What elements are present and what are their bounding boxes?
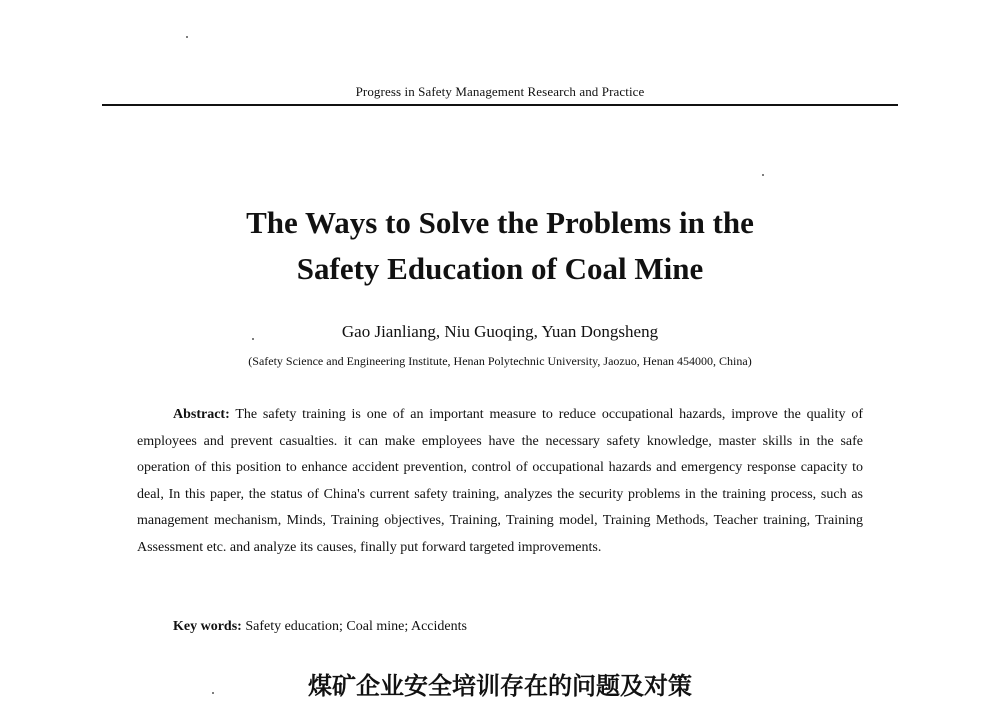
scan-speck (252, 338, 254, 340)
authors: Gao Jianliang, Niu Guoqing, Yuan Dongsheng (341, 322, 659, 341)
affiliation: (Safety Science and Engineering Institute, Henan Polytechnic University, Jaozuo, Henan 454000, China) (248, 354, 752, 368)
scan-speck (762, 174, 764, 176)
abstract-label: Abstract: (173, 407, 230, 422)
paper-title-line-2: Safety Education of Coal Mine (296, 251, 704, 286)
abstract (137, 402, 863, 561)
paper-title-line-1: The Ways to Solve the Problems in the (246, 205, 754, 240)
keywords-text: Safety education; Coal mine; Accidents (245, 619, 467, 634)
header-rule (102, 104, 898, 106)
keywords-label: Key words: (173, 619, 242, 634)
keywords (173, 614, 467, 640)
chinese-title: 煤矿企业安全培训存在的问题及对策 (308, 672, 692, 700)
paper-title (0, 200, 1000, 292)
scan-speck (186, 36, 188, 38)
scan-speck (212, 692, 214, 694)
journal-header: Progress in Safety Management Research and Practice (355, 84, 645, 99)
abstract-text: The safety training is one of an important measure to reduce occupational hazards, improve the quality of employees and prevent casualties. it can make employees have the necessary safety knowledge, master skills in the safe operation of this position to enhance accident prevention, control of occupational hazards and emergency response capacity to deal, In this paper, the status of China's current safety training, analyzes the security problems in the training process, such as management mechanism, Minds, Training objectives, Training, Training model, Training Methods, Teacher training, Training Assessment etc. and analyze its causes, finally put forward targeted improvements. (137, 407, 864, 555)
